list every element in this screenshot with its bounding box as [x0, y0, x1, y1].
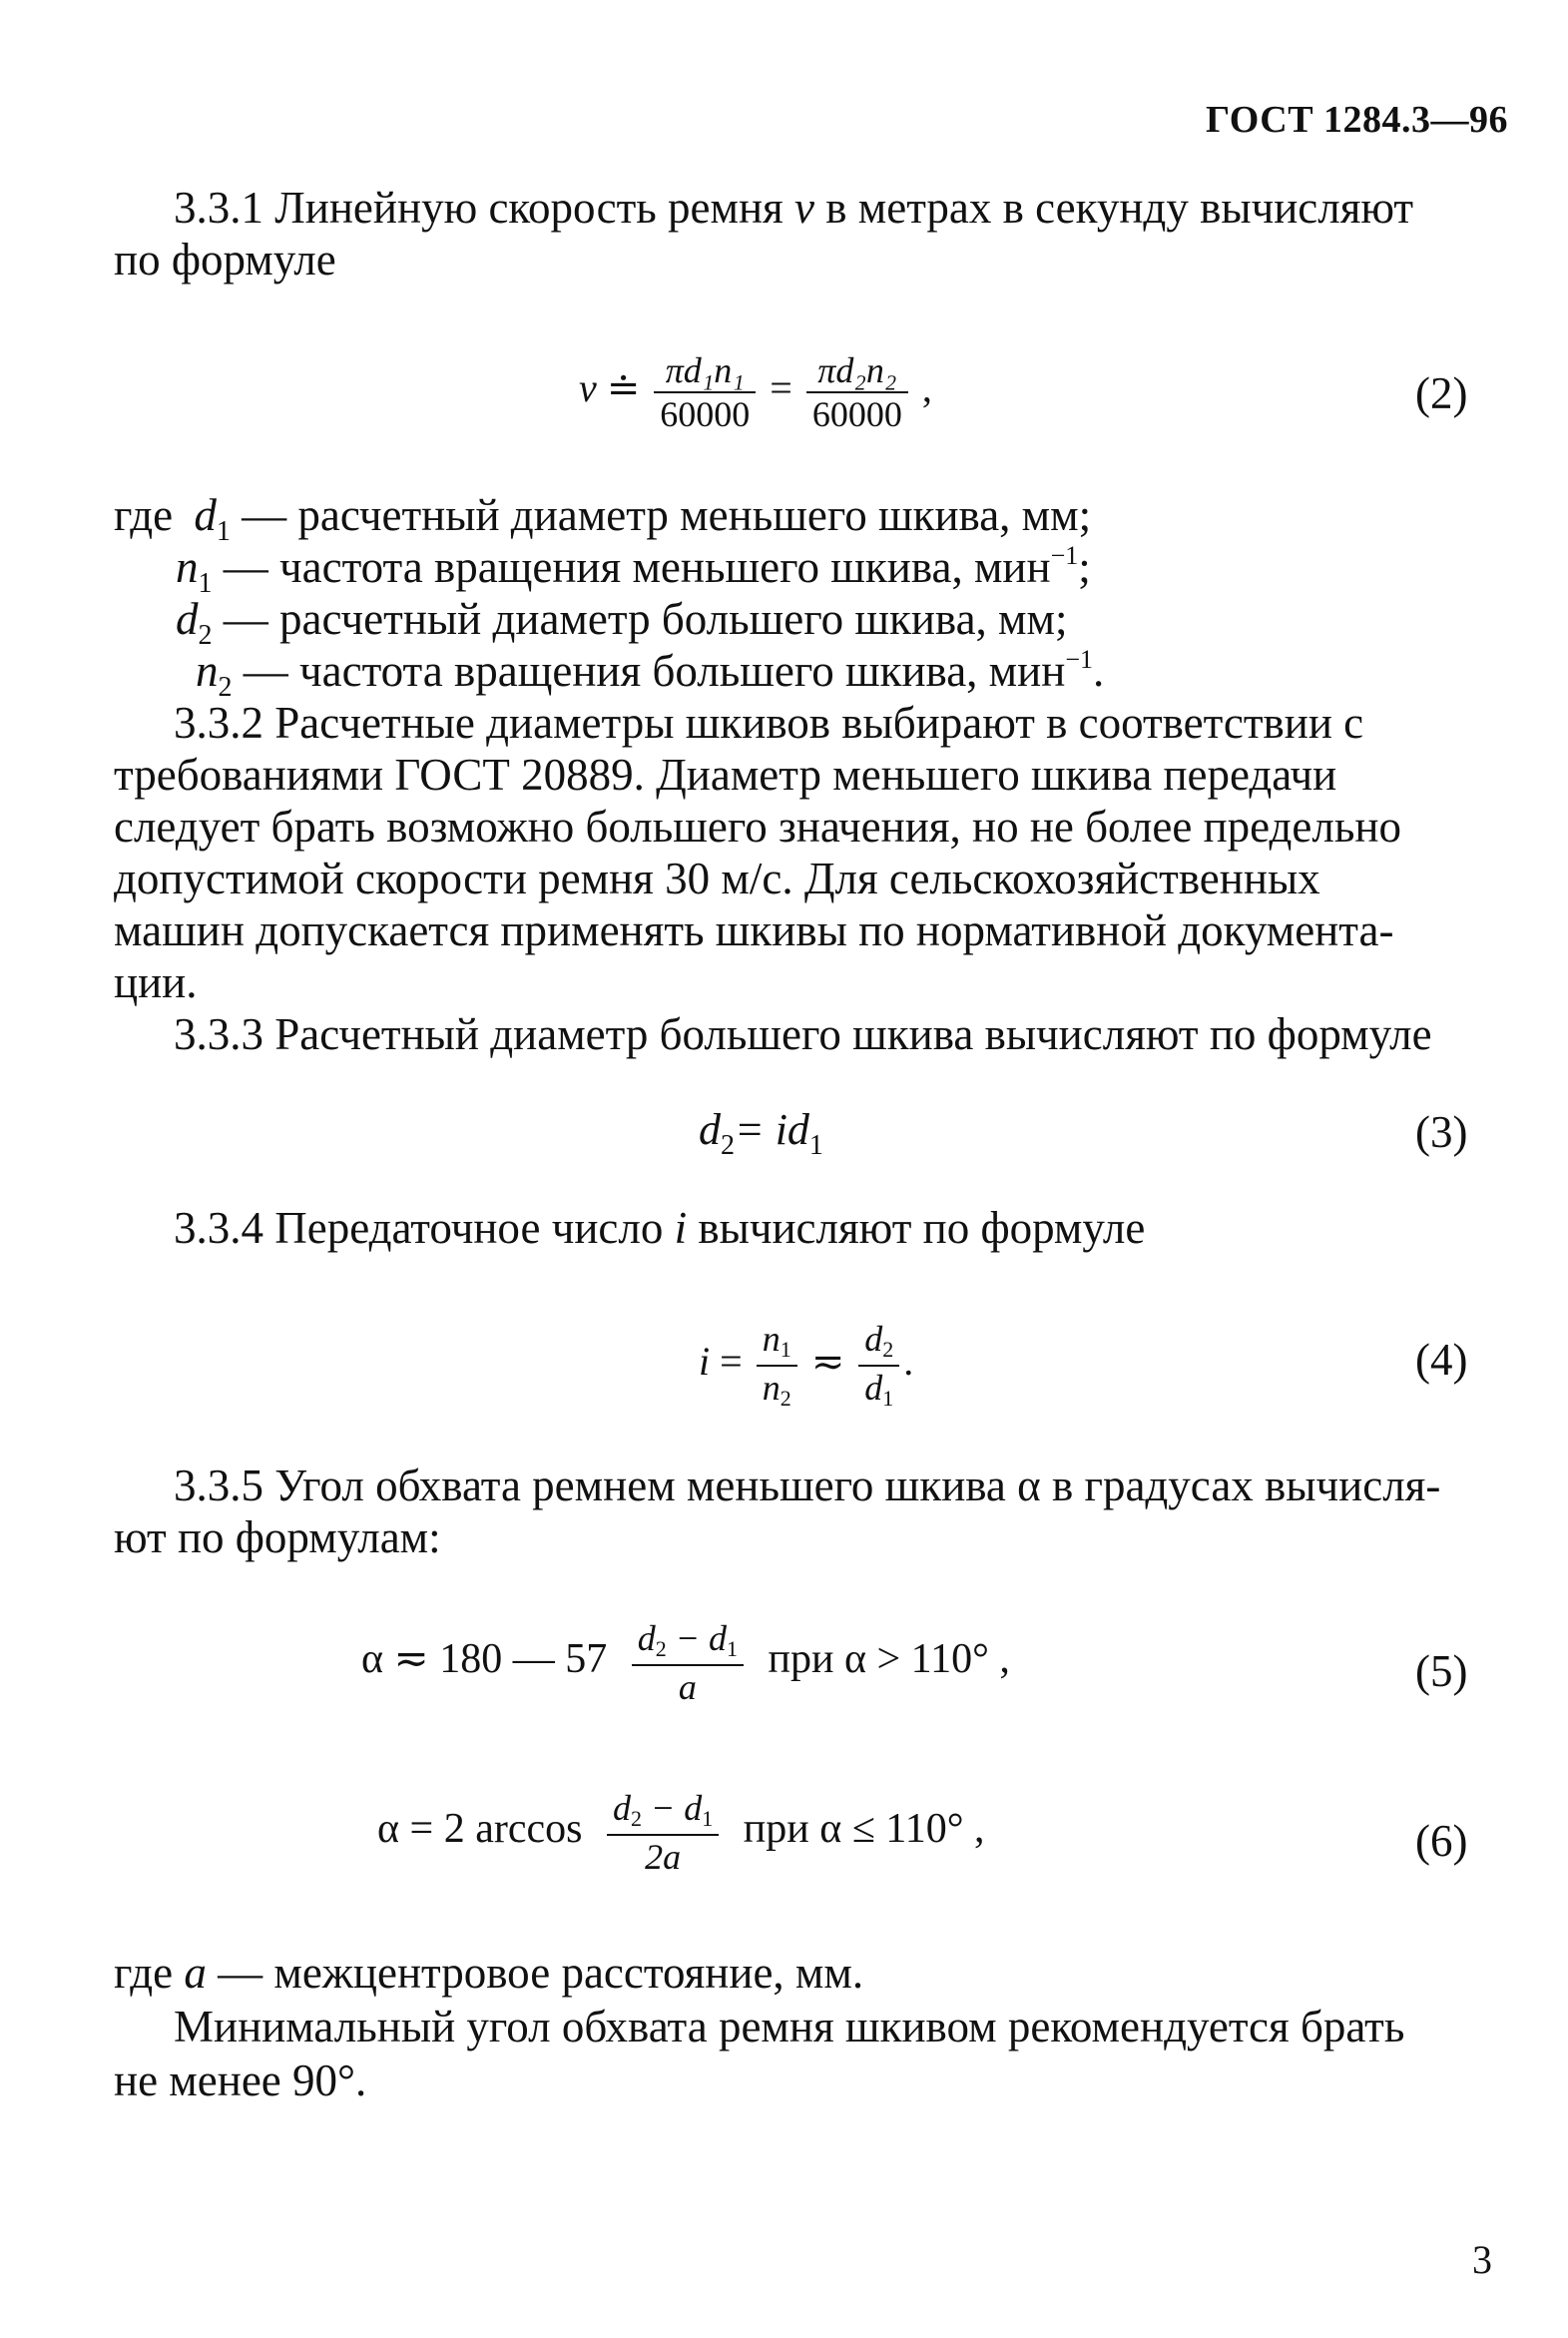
equation-2-number: (2): [1415, 368, 1468, 418]
paragraph-3-3-4: [174, 1202, 1145, 1254]
eq6-lhs: α = 2 arccos: [377, 1806, 583, 1853]
paragraph-min-angle-line1: Минимальный угол обхвата ремня шкивом рекомендуется брать: [174, 2002, 1405, 2051]
punct: .: [1092, 646, 1105, 696]
equation-5: [361, 1619, 1010, 1706]
subscript: 2: [198, 620, 213, 651]
text: вычисляют по формуле: [698, 1203, 1146, 1253]
text: 3.3.1 Линейную скорость ремня: [174, 183, 784, 233]
eq2-num1: πd₁n₁: [654, 351, 756, 393]
text: 3.3.4 Передаточное число: [174, 1203, 664, 1253]
symbol: d: [194, 490, 217, 540]
paragraph-3-3-2-line1: 3.3.2 Расчетные диаметры шкивов выбирают в соответствии с: [174, 698, 1364, 748]
paragraph-3-3-2-line6: ции.: [114, 957, 198, 1007]
where-a-line: [114, 1947, 863, 1999]
eq2-num2: πd₂n₂: [806, 351, 908, 393]
symbol: d: [176, 594, 199, 644]
equation-3: $d_2= id_1$: [699, 1105, 823, 1161]
symbol: n: [196, 646, 219, 696]
equation-6: [377, 1789, 985, 1876]
eq2-fraction-1: [654, 351, 756, 433]
eq5-fraction: $\frac{d2 - d1}{a}$: [632, 1619, 744, 1706]
paragraph-3-3-2-line4: допустимой скорости ремня 30 м/с. Для сельскохозяйственных: [114, 854, 1320, 903]
where-row-3: [176, 593, 1068, 652]
text: в метрах в секунду вычисляют: [825, 183, 1414, 233]
eq2-rel: ≐: [606, 365, 641, 411]
superscript: −1: [1065, 645, 1093, 674]
eq2-lhs: v: [579, 365, 597, 411]
paragraph-min-angle-line2: не менее 90°.: [114, 2055, 367, 2105]
standard-header: ГОСТ 1284.3—96: [1206, 99, 1509, 141]
eq2-den2: 60000: [811, 394, 902, 434]
paragraph-3-3-1-line2: по формуле: [114, 235, 336, 285]
eq4-fraction-1: $\frac{n1}{n2}$: [757, 1320, 797, 1412]
equation-3-number: (3): [1415, 1107, 1468, 1157]
eq6-fraction: $\frac{d2 - d1}{2a}$: [607, 1789, 719, 1876]
definition: — частота вращения большего шкива, мин: [243, 646, 1066, 696]
eq5-condition: при α > 110° ,: [768, 1636, 1010, 1683]
paragraph-3-3-2-line3: следует брать возможно большего значения, но не более предельно: [114, 802, 1401, 852]
where-row-1: [114, 489, 1091, 548]
paragraph-3-3-5-line2: ют по формулам:: [114, 1512, 441, 1562]
symbol-i: i: [674, 1203, 688, 1253]
eq2-tail: ,: [921, 365, 932, 411]
eq2-eq: =: [770, 365, 792, 411]
subscript: 2: [218, 672, 233, 703]
where-row-2: [176, 541, 1091, 600]
superscript: −1: [1050, 541, 1079, 570]
symbol-v: v: [794, 183, 814, 233]
equation-2: [579, 351, 932, 433]
equation-4-number: (4): [1415, 1335, 1468, 1385]
definition: — расчетный диаметр меньшего шкива, мм;: [242, 490, 1092, 540]
eq5-lhs: α ≂ 180 — 57: [361, 1636, 608, 1683]
eq4-fraction-2: $\frac{d2}{d1}$: [858, 1320, 899, 1412]
definition: — расчетный диаметр большего шкива, мм;: [223, 594, 1068, 644]
definition: — частота вращения меньшего шкива, мин: [223, 542, 1051, 592]
paragraph-3-3-5-line1: 3.3.5 Угол обхвата ремнем меньшего шкива α в градусах вычисля-: [174, 1461, 1441, 1510]
equation-5-number: (5): [1415, 1646, 1468, 1696]
where-word: где: [114, 1948, 174, 1998]
paragraph-3-3-3: 3.3.3 Расчетный диаметр большего шкива вычисляют по формуле: [174, 1009, 1432, 1059]
equation-6-number: (6): [1415, 1816, 1468, 1866]
symbol: n: [176, 542, 199, 592]
page-number: 3: [1472, 2237, 1492, 2282]
punct: ;: [1078, 542, 1091, 592]
paragraph-3-3-1-line1: [174, 182, 1413, 234]
where-row-4: [196, 645, 1104, 704]
eq2-den1: 60000: [660, 394, 751, 434]
symbol-a: a: [184, 1948, 207, 1998]
eq2-fraction-2: [806, 351, 908, 433]
paragraph-3-3-2-line5: машин допускается применять шкивы по нормативной документа-: [114, 905, 1394, 955]
eq6-condition: при α ≤ 110° ,: [743, 1806, 985, 1853]
where-word: где: [114, 490, 174, 540]
definition: — межцентровое расстояние, мм.: [218, 1948, 864, 1998]
paragraph-3-3-2-line2: требованиями ГОСТ 20889. Диаметр меньшего шкива передачи: [114, 750, 1337, 800]
subscript: 1: [198, 568, 213, 599]
subscript: 1: [216, 516, 231, 547]
equation-4: i = $\frac{n1}{n2}$ ≂ $\frac{d2}{d1}$ .: [699, 1319, 914, 1411]
